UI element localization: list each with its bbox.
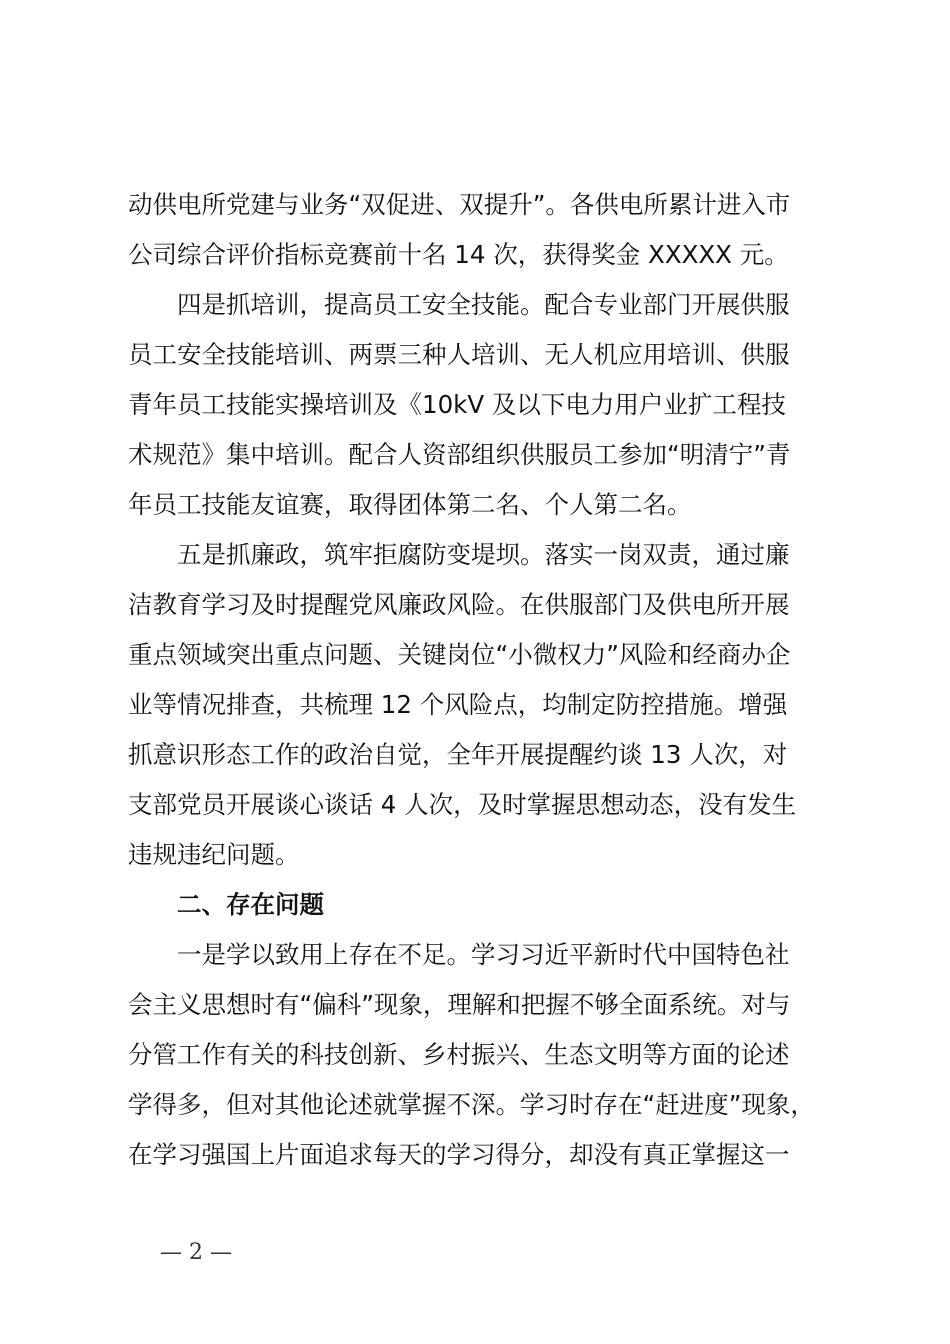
paragraph-line: 违规违纪问题。	[128, 840, 300, 869]
paragraph-line: 在学习强国上片面追求每天的学习得分，却没有真正掌握这一	[128, 1140, 790, 1169]
paragraph-line: 抓意识形态工作的政治自觉，全年开展提醒约谈 13 人次，对	[128, 740, 788, 769]
paragraph-line: 动供电所党建与业务“双促进、双提升”。各供电所累计进入市	[128, 190, 791, 219]
paragraph-line: 公司综合评价指标竞赛前十名 14 次，获得奖金 XXXXX 元。	[128, 240, 789, 269]
paragraph-line: 一是学以致用上存在不足。学习习近平新时代中国特色社	[177, 940, 790, 969]
paragraph-line: 支部党员开展谈心谈话 4 人次，及时掌握思想动态，没有发生	[128, 790, 797, 819]
paragraph-line: 重点领域突出重点问题、关键岗位“小微权力”风险和经商办企	[128, 640, 791, 669]
paragraph-line: 分管工作有关的科技创新、乡村振兴、生态文明等方面的论述	[128, 1040, 790, 1069]
paragraph-line: 学得多，但对其他论述就掌握不深。学习时存在“赶进度”现象，	[128, 1090, 815, 1119]
paragraph-line: 青年员工技能实操培训及《10kV 及以下电力用户业扩工程技	[128, 390, 786, 419]
paragraph-line: 业等情况排查，共梳理 12 个风险点，均制定防控措施。增强	[128, 690, 788, 719]
paragraph-line: 年员工技能友谊赛，取得团体第二名、个人第二名。	[128, 490, 692, 519]
paragraph-line: 会主义思想时有“偏科”现象，理解和把握不够全面系统。对与	[128, 990, 791, 1019]
section-heading: 二、存在问题	[177, 890, 324, 919]
page-number: — 2 —	[160, 1240, 232, 1265]
paragraph-line: 五是抓廉政，筑牢拒腐防变堤坝。落实一岗双责，通过廉	[177, 540, 790, 569]
paragraph-line: 洁教育学习及时提醒党风廉政风险。在供服部门及供电所开展	[128, 590, 790, 619]
paragraph-line: 员工安全技能培训、两票三种人培训、无人机应用培训、供服	[128, 340, 790, 369]
paragraph-line: 术规范》集中培训。配合人资部组织供服员工参加“明清宁”青	[128, 440, 791, 469]
paragraph-line: 四是抓培训，提高员工安全技能。配合专业部门开展供服	[177, 290, 790, 319]
